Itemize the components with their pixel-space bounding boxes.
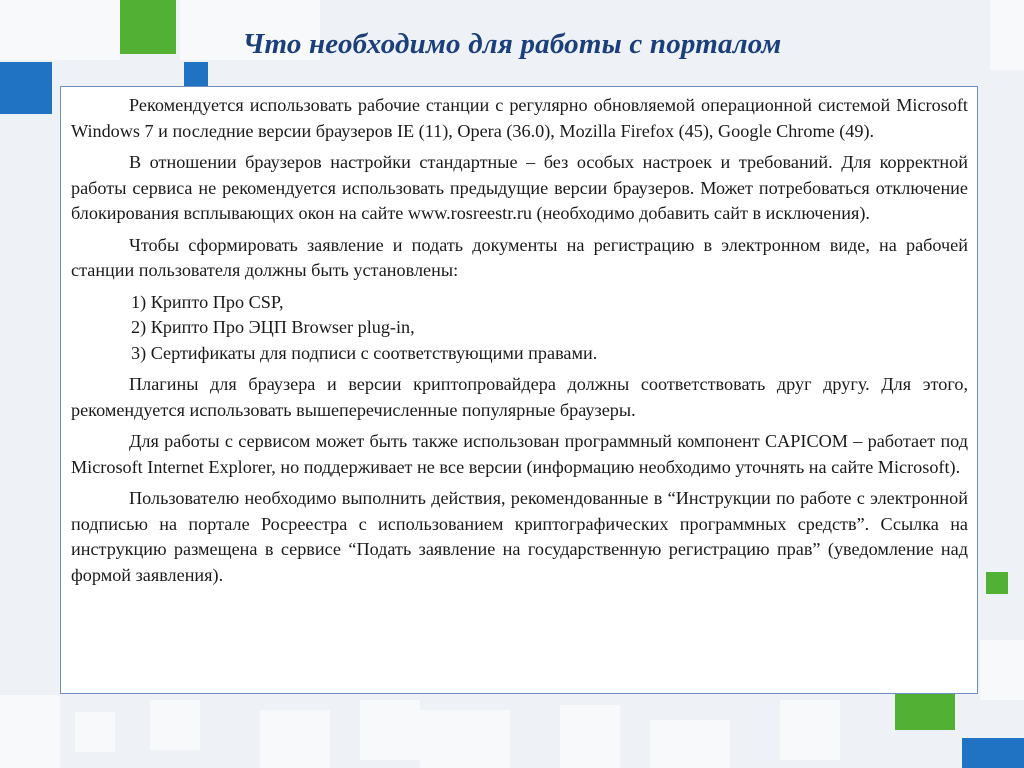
list-item: 2) Крипто Про ЭЦП Browser plug-in,: [131, 317, 415, 337]
blue-square: [962, 738, 1024, 768]
paragraph: Для работы с сервисом может быть также использован программный компонент CAPICOM – работает под Microsoft Internet Explorer, но поддерживает не все версии (информацию необходимо уточнять на сайте Microsoft).: [71, 431, 968, 477]
bg-square: [360, 700, 420, 760]
blue-square: [184, 62, 208, 86]
bg-square: [75, 712, 115, 752]
list-item: 1) Крипто Про CSP,: [131, 291, 284, 312]
content-panel: [60, 86, 978, 694]
bg-square: [0, 695, 60, 768]
paragraph: Пользователю необходимо выполнить действия, рекомендованные в “Инструкции по работе с электронной подписью на портале Росреестра с использованием криптографических программных средств”. Ссылка на инструкцию размещена в сервисе “Подать заявление на государственную регистрацию прав” (уведомление над формой заявления).: [71, 488, 968, 585]
bg-square: [980, 640, 1024, 700]
bg-square: [780, 700, 840, 760]
paragraph: Рекомендуется использовать рабочие станции с регулярно обновляемой операционной системой Microsoft Windows 7 и последние версии браузеров IE (11), Opera (36.0), Mozilla Firefox (45), Google Chrome (49).: [71, 95, 968, 141]
bg-square: [260, 710, 330, 768]
requirements-list: [71, 290, 968, 367]
slide-title: Что необходимо для работы с порталом: [242, 28, 782, 60]
content-text: [71, 93, 968, 594]
paragraph: Чтобы сформировать заявление и подать документы на регистрацию в электронном виде, на рабочей станции пользователя должны быть установлены:: [71, 234, 968, 280]
blue-square: [0, 62, 52, 114]
paragraph: Плагины для браузера и версии криптопровайдера должны соответствовать друг другу. Для этого, рекомендуется использовать вышеперечисленные популярные браузеры.: [71, 374, 968, 420]
bg-square: [420, 710, 510, 768]
green-square: [986, 572, 1008, 594]
list-item: 3) Сертификаты для подписи с соответствующими правами.: [131, 342, 598, 363]
bg-square: [150, 700, 200, 750]
paragraph: В отношении браузеров настройки стандартные – без особых настроек и требований. Для корректной работы сервиса не рекомендуется использовать предыдущие версии браузеров. Может потребоваться отключение блокирования всплывающих окон на сайте www.rosreestr.ru (необходимо добавить сайт в исключения).: [71, 152, 968, 223]
bg-square: [650, 720, 730, 768]
bg-square: [560, 705, 620, 768]
